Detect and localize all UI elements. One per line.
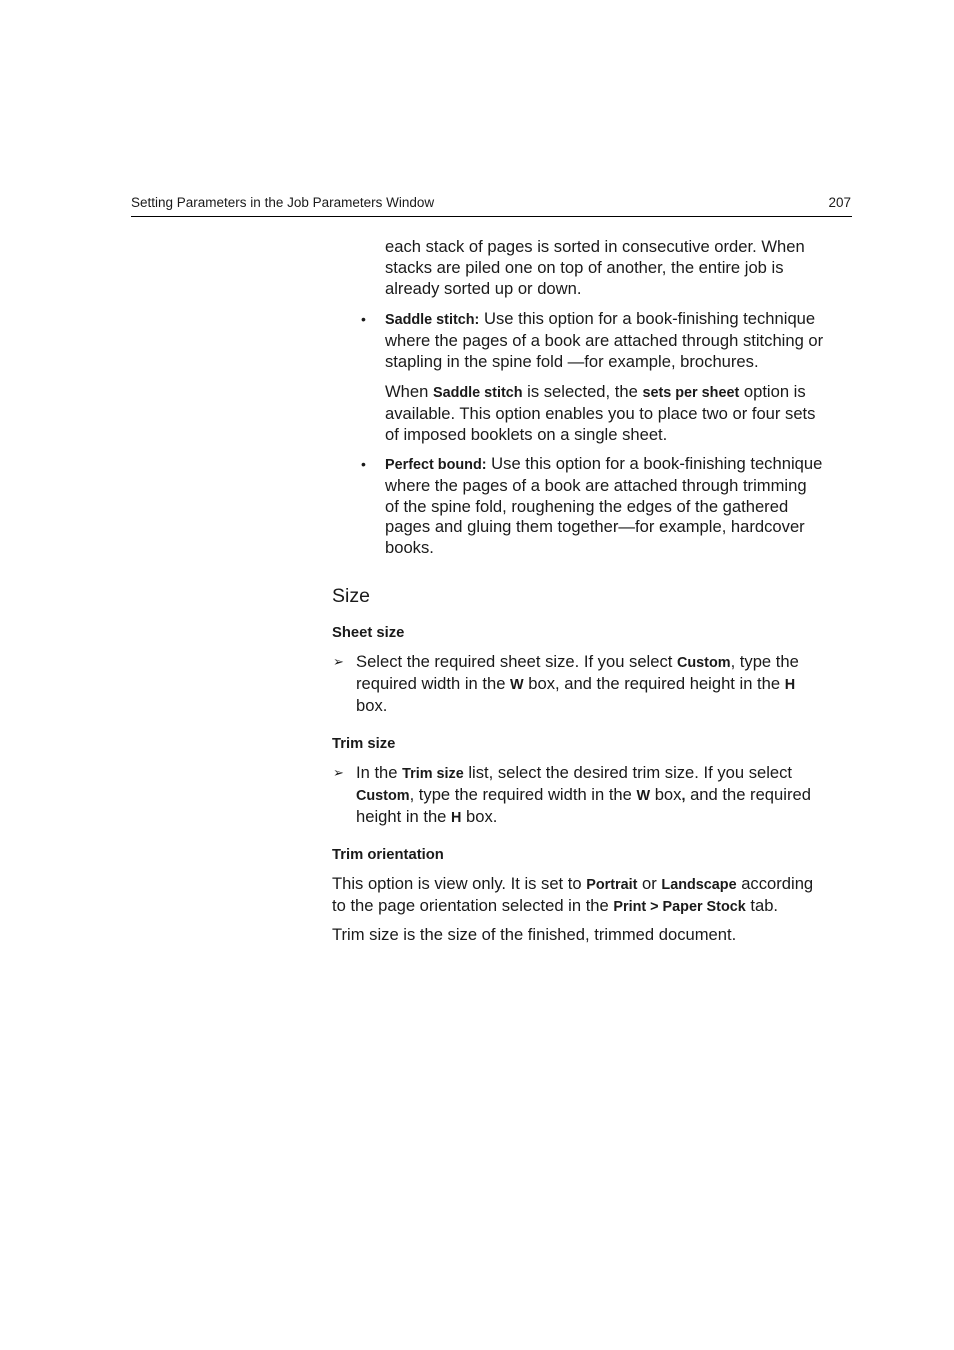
subheading-trim-size: Trim size	[332, 736, 396, 752]
continuation-paragraph: each stack of pages is sorted in consecutive order. When stacks are piled one on top of another, the entire job is already sorted up or down.	[385, 237, 805, 298]
arrow-bullet-icon: ➢	[333, 654, 344, 669]
saddle-stitch-note: When Saddle stitch is selected, the sets per sheet option is available. This option enables you to place two or four sets of imposed booklets on a single sheet.	[385, 382, 816, 444]
bullet-perfect-bound: •	[361, 456, 366, 472]
trim-orientation-paragraph: This option is view only. It is set to Portrait or Landscape according to the page orientation selected in the Print > Paper Stock tab.	[332, 874, 814, 915]
page-number: 207	[828, 195, 851, 210]
bullet-saddle-stitch: •	[361, 311, 366, 327]
subheading-trim-orientation: Trim orientation	[332, 847, 444, 863]
arrow-bullet-icon: ➢	[333, 765, 344, 780]
term-perfect-bound: Perfect bound:	[385, 457, 487, 473]
perfect-bound-paragraph: Perfect bound: Use this option for a book-finishing technique where the pages of a book are attached through trimming of the spine fold, roughening the edges of the gathered pages and gluing them together—for example, hardcover books.	[385, 454, 823, 558]
section-heading-size: Size	[332, 585, 370, 607]
header-title: Setting Parameters in the Job Parameters Window	[131, 195, 435, 210]
trim-size-instruction: In the Trim size list, select the desired trim size. If you select Custom, type the required width in the W box, and the required height in the H box.	[356, 763, 811, 826]
saddle-stitch-paragraph: Saddle stitch: Use this option for a book-finishing technique where the pages of a book are attached through stitching or stapling in the spine fold —for example, brochures.	[385, 309, 824, 371]
running-header	[131, 194, 852, 217]
subheading-sheet-size: Sheet size	[332, 625, 405, 641]
sheet-size-instruction: Select the required sheet size. If you select Custom, type the required width in the W box, and the required height in the H box.	[356, 652, 799, 715]
trim-size-note: Trim size is the size of the finished, trimmed document.	[332, 925, 737, 944]
term-saddle-stitch: Saddle stitch:	[385, 312, 480, 328]
